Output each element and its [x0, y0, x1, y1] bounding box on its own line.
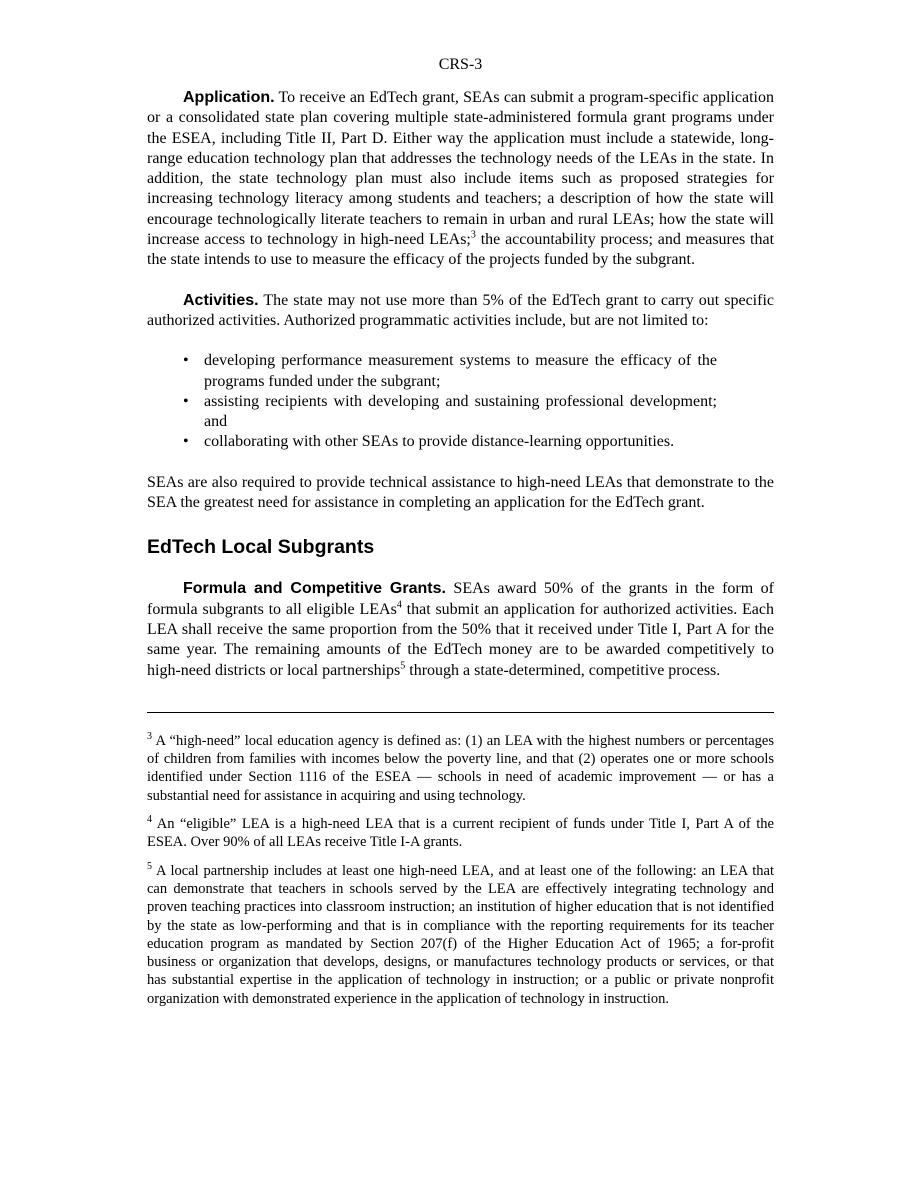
- application-heading: Application.: [183, 89, 275, 106]
- document-page: [147, 56, 774, 1008]
- footnote-ref-3[interactable]: 3: [470, 229, 476, 241]
- bullet-icon: •: [183, 352, 189, 370]
- list-item: [183, 392, 717, 433]
- formula-heading: Formula and Competitive Grants.: [183, 580, 446, 598]
- footnote-ref-5[interactable]: 5: [400, 660, 406, 672]
- formula-text-b: that submit an application for authorized activities. Each LEA shall receive the same proportion from the 50% that it received under Title I, Part A for the same year. The remaining amounts of the EdTech money are to be awarded competitively to high-need districts or local partnerships: [147, 600, 775, 679]
- activities-bullet-list: [147, 351, 717, 452]
- footnote-4: [147, 815, 774, 852]
- bullet-icon: •: [183, 392, 189, 410]
- application-paragraph: [147, 88, 774, 271]
- list-item: [183, 351, 717, 392]
- footnote-text: A local partnership includes at least one high-need LEA, and at least one of the following: an LEA that can demonstrate that teachers in schools served by the LEA are effectively integrating technology and proven teaching practices into classroom instruction; an institution of higher education that is not identified by the state as low-performing and that is in compliance with the reporting requirements for its teacher education program as mandated by Section 207(f) of the Higher Education Act of 1965; a for-profit business or organization that develops, designs, or manufactures technology products or services, or that has substantial expertise in the application of technology in instruction; or a public or private nonprofit organization with demonstrated experience in the application of technology in instruction.: [147, 862, 774, 1007]
- list-item: [183, 432, 717, 452]
- footnote-5: [147, 862, 774, 1008]
- section-heading: EdTech Local Subgrants: [147, 536, 375, 559]
- activities-text: The state may not use more than 5% of the EdTech grant to carry out specific authorized activities. Authorized programmatic activities include, but are not limited to:: [147, 291, 774, 329]
- footnote-number: 3: [147, 731, 152, 742]
- formula-text-a: SEAs award 50% of the grants in the form of formula subgrants to all eligible LEAs: [147, 580, 775, 618]
- technical-assistance-paragraph: SEAs are also required to provide technical assistance to high-need LEAs that demonstrate to the SEA the greatest need for assistance in completing an application for the EdTech grant.: [147, 473, 774, 512]
- footnote-number: 4: [147, 814, 152, 826]
- formula-text-c: through a state-determined, competitive process.: [409, 661, 721, 679]
- footnote-text: A “high-need” local education agency is defined as: (1) an LEA with the highest numbers or percentages of children from families with incomes below the poverty line, and that (2) operates one or more schools identified under Section 1116 of the ESEA — schools in need of academic improvement — or has a substantial need for assistance in acquiring and using technology.: [147, 732, 774, 804]
- formula-paragraph: [147, 579, 774, 680]
- activities-heading: Activities.: [183, 291, 259, 309]
- footnote-ref-4[interactable]: 4: [396, 599, 402, 611]
- bullet-text: assisting recipients with developing and sustaining professional development; and: [204, 392, 717, 431]
- page-header: CRS-3: [438, 56, 483, 73]
- bullet-text: collaborating with other SEAs to provide distance-learning opportunities.: [204, 433, 675, 451]
- application-text-a: To receive an EdTech grant, SEAs can submit a program-specific application or a consolidated state plan covering multiple state-administered formula grant programs under the ESEA, including Title II, Part D. Either way the application must include a statewide, long-range education technology plan that addresses the technology needs of the LEAs in the state. In addition, the state technology plan must also include items such as proposed strategies for increasing technology literacy among students and teachers; a description of how the state will encourage technologically literate teachers to remain in urban and rural LEAs; how the state will increase access to technology in high-need LEAs;: [147, 89, 774, 249]
- bullet-icon: •: [183, 433, 189, 451]
- footnote-text: An “eligible” LEA is a high-need LEA that is a current recipient of funds under Title I, Part A of the ESEA. Over 90% of all LEAs receive Title I-A grants.: [147, 816, 774, 851]
- footnote-3: [147, 732, 774, 805]
- activities-paragraph: [147, 291, 774, 332]
- footnote-number: 5: [147, 860, 152, 872]
- application-text-b: the accountability process; and measures that the state intends to use to measure the efficacy of the projects funded by the subgrant.: [147, 231, 775, 269]
- footnotes-section: [147, 732, 774, 1008]
- footnote-divider: [147, 712, 774, 713]
- bullet-text: developing performance measurement systems to measure the efficacy of the programs funded under the subgrant;: [204, 352, 717, 390]
